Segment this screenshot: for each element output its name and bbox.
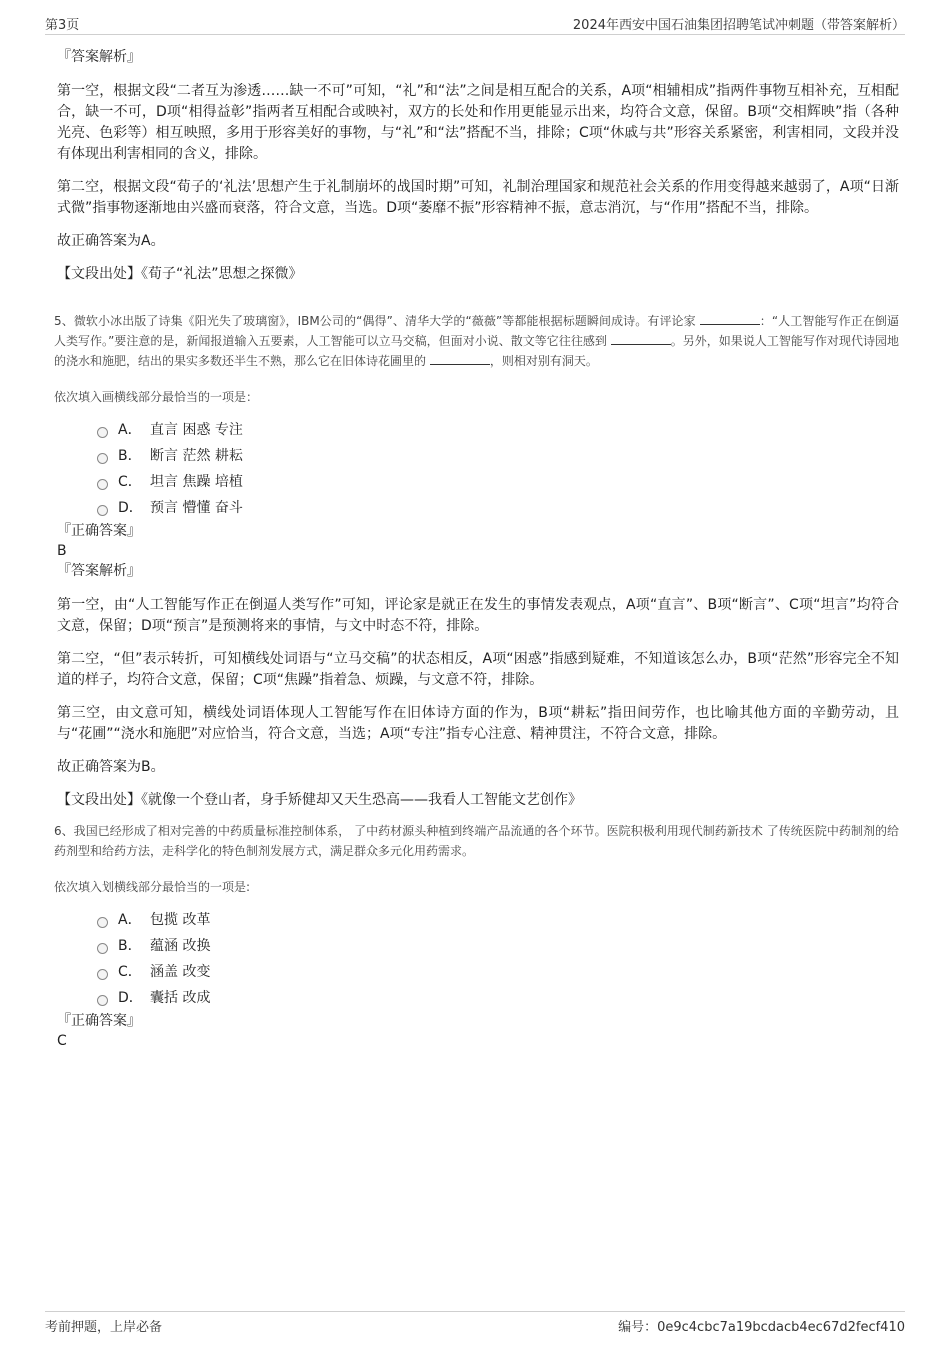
option-d[interactable]: [97, 495, 899, 521]
analysis-paragraph: 第二空，根据文段“荀子的‘礼法’思想产生于礼制崩坏的战国时期”可知，礼制治理国家和规范社会关系的作用变得越来越弱了，A项“日渐式微”指事物逐渐地由兴盛而衰落，符合文意，当选。D项“萎靡不振”形容精神不振，意志消沉，与“作用”搭配不当，排除。: [57, 179, 899, 216]
blank-line: [611, 332, 671, 345]
radio-button[interactable]: [97, 943, 108, 954]
page-header: [45, 14, 905, 35]
page-footer: [45, 1311, 905, 1336]
option-text: 包揽 改革: [150, 912, 211, 928]
question-5-stem-part: ：“人工智能写作正在倒逼人类写作。”要注意的是，新闻报道输入五要素，人工智能可以立马交稿，但面对小说、散文等它往往感到: [54, 314, 900, 348]
question-5-stem-part: ，则相对别有洞天。: [489, 354, 598, 368]
analysis-label: 『答案解析』: [57, 49, 141, 65]
correct-answer-label: 『正确答案』: [57, 523, 141, 539]
question-6-stem: 6、我国已经形成了相对完善的中药质量标准控制体系， 了中药材源头种植到终端产品流通的各个环节。医院积极利用现代制药新技术 了传统医院中药制剂的给药剂型和给药方法，走科学化的特色制剂发展方式，满足群众多元化用药需求。: [54, 824, 899, 858]
option-text: 涵盖 改变: [150, 964, 211, 980]
option-d[interactable]: [97, 985, 899, 1011]
option-a[interactable]: [97, 907, 899, 933]
radio-button[interactable]: [97, 427, 108, 438]
option-letter: B．: [118, 448, 142, 464]
analysis-label: 『答案解析』: [57, 563, 141, 579]
option-text: 断言 茫然 耕耘: [150, 448, 243, 464]
document-id: 编号：0e9c4cbc7a19bcdacb4ec67d2fecf410: [618, 1320, 905, 1335]
radio-button[interactable]: [97, 453, 108, 464]
document-title: 2024年西安中国石油集团招聘笔试冲刺题（带答案解析）: [572, 18, 905, 33]
correct-answer-label: 『正确答案』: [57, 1013, 141, 1029]
option-letter: A．: [118, 422, 142, 438]
passage-source: 【文段出处】《荀子“礼法”思想之探微》: [57, 266, 303, 282]
analysis-paragraph: 第一空，根据文段“二者互为渗透……缺一不可”可知，“礼”和“法”之间是相互配合的关系，A项“相辅相成”指两件事物互相补充，互相配合，缺一不可，D项“相得益彰”指两者互相配合或映衬，双方的长处和作用更能显示出来，均符合文意，保留。B项“交相辉映”指（各种光亮、色彩等）相互映照，多用于形容美好的事物，与“礼”和“法”搭配不当，排除；C项“休戚与共”形容关系紧密，利害相同，文段并没有体现出利害相同的含义，排除。: [57, 83, 899, 162]
option-c[interactable]: [97, 469, 899, 495]
option-letter: D．: [118, 990, 143, 1006]
option-letter: D．: [118, 500, 143, 516]
question-6-options: [57, 907, 899, 1011]
option-letter: C．: [118, 474, 142, 490]
radio-button[interactable]: [97, 479, 108, 490]
radio-button[interactable]: [97, 995, 108, 1006]
option-b[interactable]: [97, 933, 899, 959]
analysis-paragraph: 第二空，“但”表示转折，可知横线处词语与“立马交稿”的状态相反，A项“困惑”指感到疑难，不知道该怎么办，B项“茫然”形容完全不知道的样子，均符合文意，保留；C项“焦躁”指着急、烦躁，与文意不符，排除。: [57, 651, 899, 688]
question-5-stem: [54, 311, 899, 371]
option-letter: B．: [118, 938, 142, 954]
option-letter: C．: [118, 964, 142, 980]
page-content: [54, 47, 900, 1051]
option-text: 蕴涵 改换: [150, 938, 211, 954]
page-number: 第3页: [45, 18, 80, 33]
blank-line: [430, 352, 490, 365]
analysis-paragraph: 第三空，由文意可知，横线处词语体现人工智能写作在旧体诗方面的作为，B项“耕耘”指田间劳作，也比喻其他方面的辛勤劳动，且与“花圃”“浇水和施肥”对应恰当，符合文意，当选；A项“专注”指专心注意、精神贯注，不符合文意，排除。: [57, 705, 899, 742]
correct-answer: B: [57, 543, 67, 559]
option-text: 直言 困惑 专注: [150, 422, 243, 438]
option-a[interactable]: [97, 417, 899, 443]
option-text: 坦言 焦躁 培植: [150, 474, 243, 490]
correct-answer: C: [57, 1033, 67, 1049]
option-text: 预言 懵懂 奋斗: [150, 500, 243, 516]
option-text: 囊括 改成: [150, 990, 211, 1006]
blank-line: [700, 312, 760, 325]
radio-button[interactable]: [97, 505, 108, 516]
option-c[interactable]: [97, 959, 899, 985]
analysis-paragraph: 第一空，由“人工智能写作正在倒逼人类写作”可知，评论家是就正在发生的事情发表观点，A项“直言”、B项“断言”、C项“坦言”均符合文意，保留；D项“预言”是预测将来的事情，与文中时态不符，排除。: [57, 597, 899, 634]
question-6-instruction: 依次填入划横线部分最恰当的一项是:: [54, 880, 251, 894]
question-5-stem-part: 5、微软小冰出版了诗集《阳光失了玻璃窗》，IBM公司的“偶得”、清华大学的“薇薇”等都能根据标题瞬间成诗。有评论家: [54, 314, 696, 328]
footer-slogan: 考前押题，上岸必备: [45, 1320, 163, 1335]
passage-source: 【文段出处】《就像一个登山者，身手矫健却又天生恐高——我看人工智能文艺创作》: [57, 792, 582, 808]
radio-button[interactable]: [97, 917, 108, 928]
answer-conclusion: 故正确答案为B。: [57, 759, 165, 775]
question-5-instruction: 依次填入画横线部分最恰当的一项是：: [54, 390, 259, 404]
answer-conclusion: 故正确答案为A。: [57, 233, 165, 249]
option-letter: A．: [118, 912, 142, 928]
radio-button[interactable]: [97, 969, 108, 980]
question-5-options: [57, 417, 899, 521]
option-b[interactable]: [97, 443, 899, 469]
question-5-stem-part: 。另外，如果说人工智能写作对现代诗园地的浇水和施肥，结出的果实多数还半生不熟，那么它在旧体诗花圃里的: [54, 334, 899, 368]
